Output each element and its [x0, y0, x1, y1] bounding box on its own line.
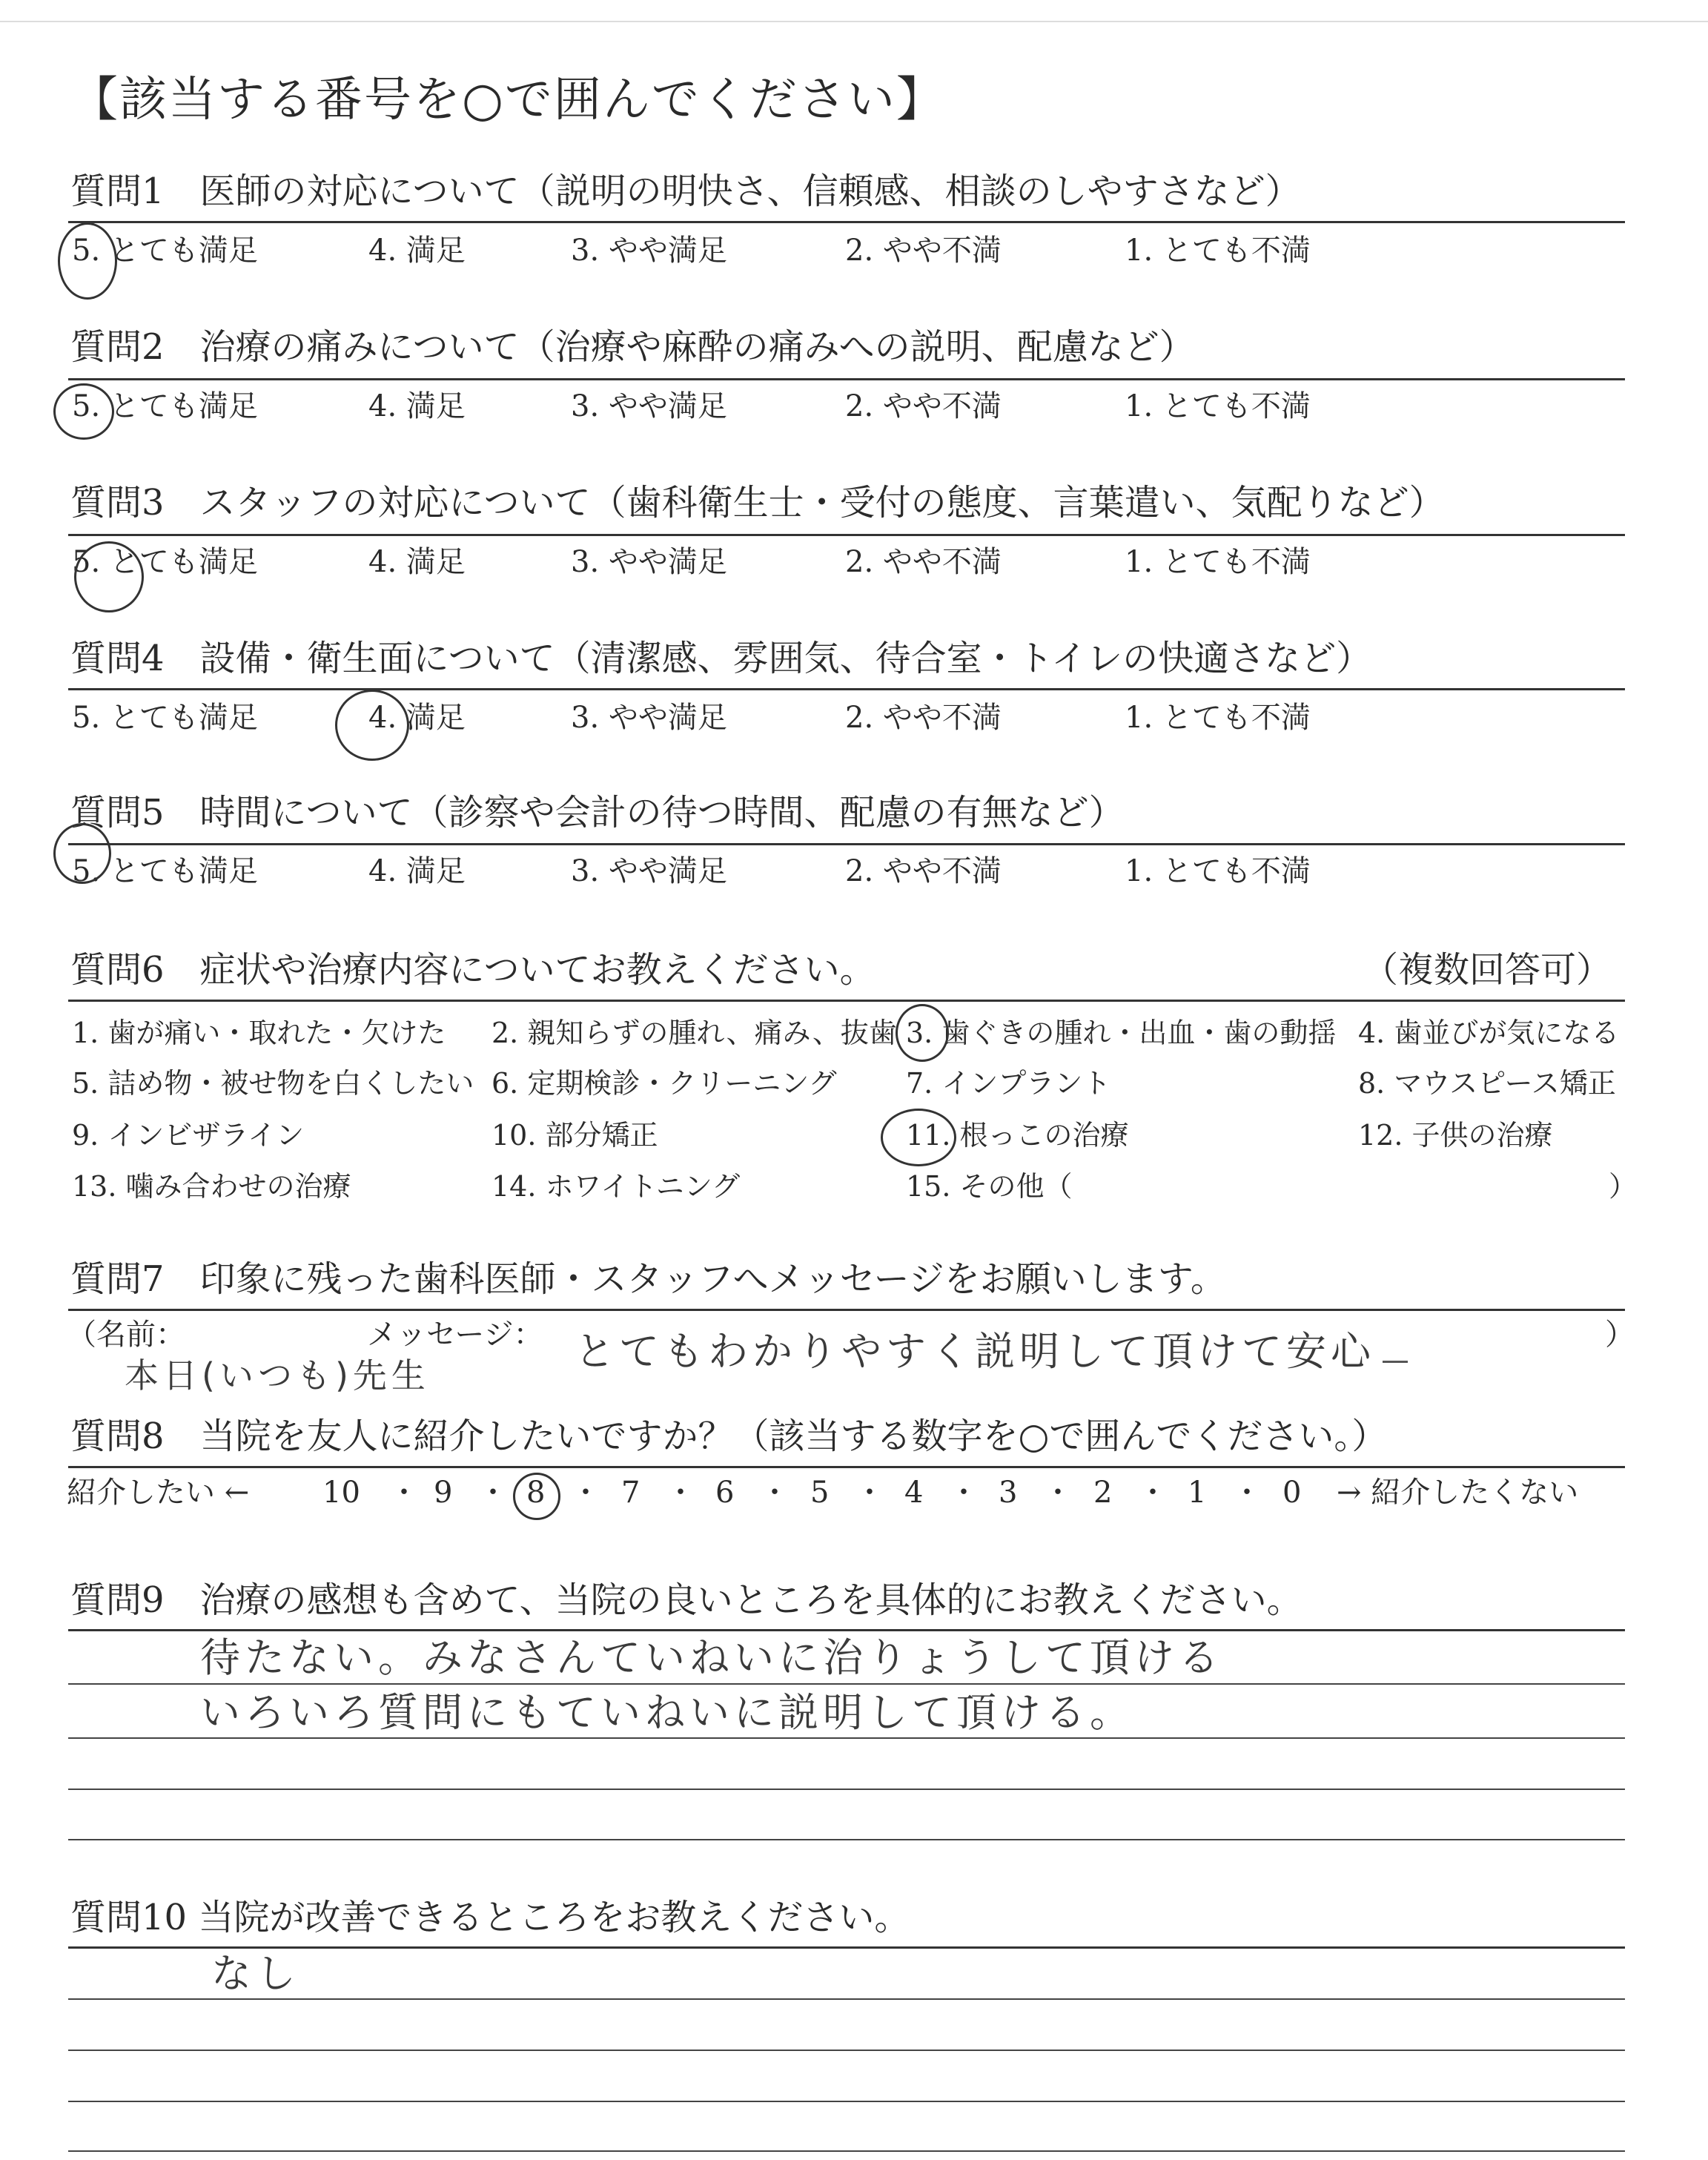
q8-score-3[interactable]: 3 [999, 1476, 1018, 1510]
q3-title: 質問3 スタッフの対応について（歯科衛生士・受付の態度、言葉遣い、気配りなど） [70, 482, 1445, 524]
q1-option-1[interactable]: 1. とても不満 [1125, 234, 1311, 268]
q2-option-1[interactable]: 1. とても不満 [1125, 389, 1311, 423]
q1-rule [68, 221, 1625, 223]
q4-option-2[interactable]: 2. やや不満 [845, 701, 1002, 735]
q3-option-2[interactable]: 2. やや不満 [845, 545, 1002, 579]
q3-option-4[interactable]: 4. 満足 [368, 545, 466, 579]
q7-message-handwritten: とてもわかりやすく説明して頂けて安心 [575, 1328, 1375, 1375]
q6-option-12[interactable]: 12. 子供の治療 [1358, 1119, 1553, 1152]
q8-dot: ・ [571, 1476, 600, 1510]
q9-answer-text-1: 待たない。みなさんていねいに治りょうして頂ける [200, 1634, 1223, 1681]
q6-option-6[interactable]: 6. 定期検診・クリーニング [491, 1067, 837, 1100]
q2-title: 質問2 治療の痛みについて（治療や麻酔の痛みへの説明、配慮など） [70, 326, 1195, 368]
q7-name-label: （名前： [67, 1318, 185, 1352]
q9-title: 質問9 治療の感想も含めて、当院の良いところを具体的にお教えください。 [70, 1579, 1302, 1621]
q7-rule [68, 1309, 1625, 1311]
q8-dot: ・ [1043, 1476, 1073, 1510]
q6-selected-circle-3 [896, 1004, 949, 1062]
q6-option-11[interactable]: 11. 根っこの治療 [906, 1119, 1129, 1152]
q8-dot: ・ [1138, 1476, 1168, 1510]
q8-dot: ・ [1232, 1476, 1262, 1510]
q5-title: 質問5 時間について（診察や会計の待つ時間、配慮の有無など） [70, 792, 1125, 833]
q2-rule [68, 378, 1625, 380]
q7-message-label: メッセージ： [367, 1318, 543, 1352]
q1-option-3[interactable]: 3. やや満足 [571, 234, 727, 268]
q3-selected-circle [74, 541, 144, 612]
q9-answer-line-4 [68, 1839, 1625, 1840]
q6-multiple-note: （複数回答可） [1363, 949, 1612, 991]
q7-name-handwritten: 本日(いつも)先生 [125, 1355, 430, 1396]
q10-answer-line-3 [68, 2101, 1625, 2102]
q9-answer-line-3 [68, 1789, 1625, 1790]
q8-score-2[interactable]: 2 [1093, 1476, 1113, 1510]
q5-option-4[interactable]: 4. 満足 [368, 854, 466, 888]
q8-dot: ・ [855, 1476, 884, 1510]
q1-option-4[interactable]: 4. 満足 [368, 234, 466, 268]
q5-option-5[interactable]: 5. とても満足 [72, 854, 258, 888]
q4-option-1[interactable]: 1. とても不満 [1125, 701, 1311, 735]
q9-answer-text-2: いろいろ質問にもていねいに説明して頂ける。 [200, 1689, 1134, 1736]
q9-answer-line-1 [68, 1683, 1625, 1685]
q9-answer-line-2 [68, 1737, 1625, 1739]
q6-option-8[interactable]: 8. マウスピース矯正 [1358, 1067, 1616, 1100]
q6-title: 質問6 症状や治療内容についてお教えください。 [70, 949, 875, 991]
q7-close-paren: ） [1605, 1318, 1635, 1352]
q8-rule [68, 1466, 1625, 1468]
q10-rule [68, 1946, 1625, 1949]
scan-top-edge [0, 21, 1708, 22]
q8-selected-circle [513, 1473, 560, 1520]
q3-option-3[interactable]: 3. やや満足 [571, 545, 727, 579]
q8-score-0[interactable]: 0 [1282, 1476, 1302, 1510]
form-title: 【該当する番号を○で囲んでください】 [70, 73, 945, 128]
q10-title: 質問10 当院が改善できるところをお教えください。 [70, 1897, 910, 1938]
q10-answer-text-1: なし [211, 1950, 300, 1997]
q4-title: 質問4 設備・衛生面について（清潔感、雰囲気、待合室・トイレの快適さなど） [70, 638, 1372, 679]
q8-score-6[interactable]: 6 [715, 1476, 735, 1510]
q6-option-4[interactable]: 4. 歯並びが気になる [1358, 1017, 1620, 1049]
q1-selected-circle [58, 222, 117, 300]
q8-right-label: → 紹介したくない [1337, 1476, 1579, 1510]
q6-option-14[interactable]: 14. ホワイトニング [491, 1170, 741, 1203]
q8-score-10[interactable]: 10 [322, 1476, 360, 1510]
q2-option-3[interactable]: 3. やや満足 [571, 389, 727, 423]
q6-rule [68, 1000, 1625, 1002]
q9-rule [68, 1629, 1625, 1631]
q8-score-7[interactable]: 7 [621, 1476, 640, 1510]
q8-dot: ・ [760, 1476, 790, 1510]
q5-selected-circle [53, 823, 111, 884]
q4-option-4[interactable]: 4. 満足 [368, 701, 466, 735]
q4-option-5[interactable]: 5. とても満足 [72, 701, 258, 735]
q5-option-1[interactable]: 1. とても不満 [1125, 854, 1311, 888]
q6-option-15-close: ） [1609, 1170, 1638, 1203]
q6-option-5[interactable]: 5. 詰め物・被せ物を白くしたい [72, 1067, 474, 1100]
q6-option-2[interactable]: 2. 親知らずの腫れ、痛み、抜歯 [491, 1017, 897, 1049]
q10-answer-line-4 [68, 2150, 1625, 2152]
q8-score-9[interactable]: 9 [434, 1476, 453, 1510]
q6-option-15[interactable]: 15. その他（ [906, 1170, 1073, 1203]
q1-option-2[interactable]: 2. やや不満 [845, 234, 1002, 268]
q2-option-2[interactable]: 2. やや不満 [845, 389, 1002, 423]
q6-option-1[interactable]: 1. 歯が痛い・取れた・欠けた [72, 1017, 446, 1049]
q6-selected-circle-11 [881, 1109, 956, 1166]
q6-option-9[interactable]: 9. インビザライン [72, 1119, 305, 1152]
q2-option-5[interactable]: 5. とても満足 [72, 389, 258, 423]
q5-option-2[interactable]: 2. やや不満 [845, 854, 1002, 888]
q10-answer-line-2 [68, 2050, 1625, 2051]
q8-score-1[interactable]: 1 [1188, 1476, 1207, 1510]
q8-score-8[interactable]: 8 [526, 1476, 546, 1510]
q4-rule [68, 688, 1625, 690]
q10-answer-line-1 [68, 1998, 1625, 2000]
q8-score-4[interactable]: 4 [904, 1476, 924, 1510]
q8-dot: ・ [949, 1476, 979, 1510]
q4-selected-circle [335, 690, 409, 761]
q4-option-3[interactable]: 3. やや満足 [571, 701, 727, 735]
q5-rule [68, 843, 1625, 845]
q8-dot: ・ [389, 1476, 419, 1510]
q2-selected-circle [53, 383, 114, 440]
q6-option-7[interactable]: 7. インプラント [906, 1067, 1111, 1100]
q8-left-label: 紹介したい ← [67, 1476, 250, 1510]
q6-option-13[interactable]: 13. 噛み合わせの治療 [72, 1170, 351, 1203]
q8-score-5[interactable]: 5 [810, 1476, 830, 1510]
q7-dash-mark [1383, 1361, 1408, 1363]
q1-option-5[interactable]: 5. とても満足 [72, 234, 258, 268]
q6-option-10[interactable]: 10. 部分矯正 [491, 1119, 658, 1152]
q8-title: 質問8 当院を友人に紹介したいですか？（該当する数字を○で囲んでください。） [70, 1416, 1388, 1457]
q8-dot: ・ [478, 1476, 508, 1510]
q1-title: 質問1 医師の対応について（説明の明快さ、信頼感、相談のしやすさなど） [70, 171, 1301, 212]
q5-option-3[interactable]: 3. やや満足 [571, 854, 727, 888]
q7-title: 質問7 印象に残った歯科医師・スタッフへメッセージをお願いします。 [70, 1258, 1226, 1300]
q6-option-3[interactable]: 3. 歯ぐきの腫れ・出血・歯の動揺 [906, 1017, 1337, 1049]
q3-option-5[interactable]: 5. とても満足 [72, 545, 258, 579]
q3-option-1[interactable]: 1. とても不満 [1125, 545, 1311, 579]
q2-option-4[interactable]: 4. 満足 [368, 389, 466, 423]
q3-rule [68, 534, 1625, 536]
q8-dot: ・ [666, 1476, 695, 1510]
